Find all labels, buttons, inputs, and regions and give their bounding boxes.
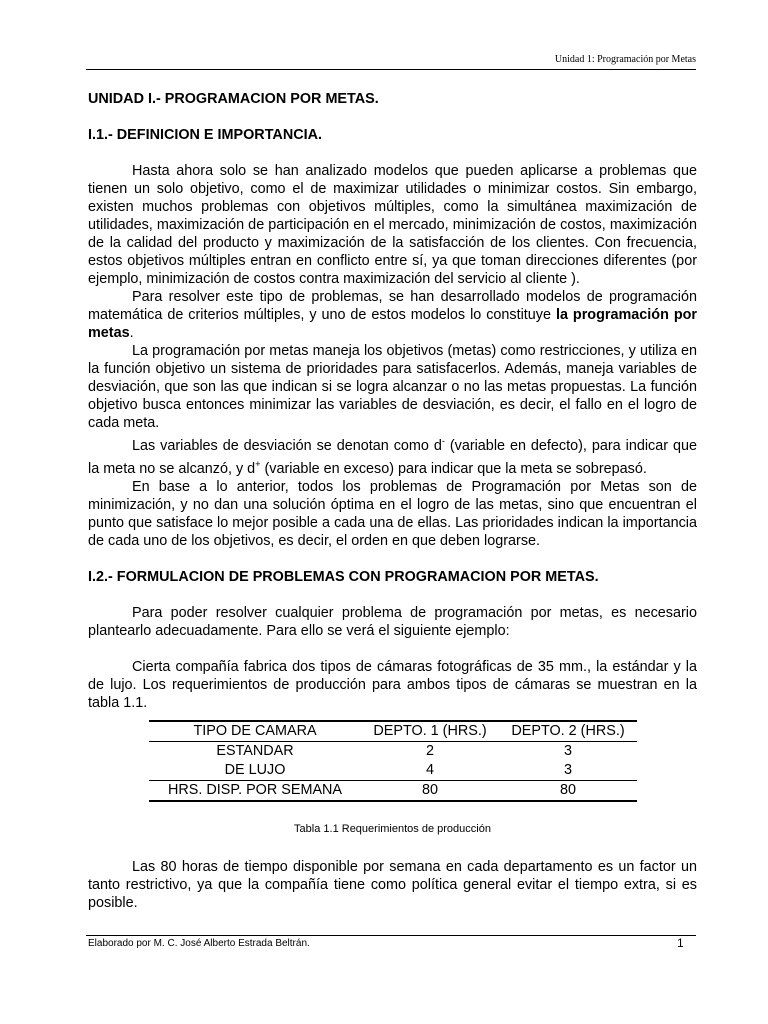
spacer bbox=[88, 550, 697, 568]
requirements-table-wrapper bbox=[149, 720, 637, 802]
table-caption: Tabla 1.1 Requerimientos de producción bbox=[294, 822, 491, 835]
section-2-title: I.2.- FORMULACION DE PROBLEMAS CON PROGRAMACION POR METAS. bbox=[88, 568, 599, 585]
table-row bbox=[149, 741, 637, 761]
paragraph-2-bold-term: la programación por metas bbox=[88, 307, 698, 341]
table-cell: 3 bbox=[563, 742, 572, 759]
table-header-cell: TIPO DE CAMARA bbox=[149, 721, 361, 742]
page-number: 1 bbox=[677, 936, 684, 950]
document-body bbox=[88, 90, 697, 912]
requirements-table bbox=[149, 720, 637, 802]
unit-title: UNIDAD I.- PROGRAMACION POR METAS. bbox=[88, 91, 379, 107]
superscript-minus: - bbox=[441, 436, 445, 446]
section-1-paragraph-4 bbox=[88, 432, 697, 478]
table-header-row bbox=[149, 721, 637, 742]
section-2-paragraph-3: Las 80 horas de tiempo disponible por semana en cada departamento es un factor un tanto restrictivo, ya que la compañía tiene como política general evitar el tiempo extra, si es posible. bbox=[88, 858, 697, 911]
paragraph-2-end: . bbox=[129, 325, 134, 341]
table-cell: DE LUJO bbox=[224, 761, 286, 778]
section-1-paragraph-3: La programación por metas maneja los objetivos (metas) como restricciones, y utiliza en la función objetivo un sistema de prioridades para satisfacerlos. Además, maneja variables de desviación, que son las que indican si se logra alcanzar o no las metas propuestas. La función objetivo busca entonces minimizar las variables de desviación, es decir, el fallo en el logro de cada meta. bbox=[88, 343, 697, 431]
table-cell: 80 bbox=[361, 780, 499, 801]
table-header-cell: DEPTO. 1 (HRS.) bbox=[361, 721, 499, 742]
table-row bbox=[149, 761, 637, 781]
section-2-paragraph-2: Cierta compañía fabrica dos tipos de cámaras fotográficas de 35 mm., la estándar y la de lujo. Los requerimientos de producción para ambos tipos de cámaras se muestran en la tabla 1.1. bbox=[88, 658, 697, 711]
footer-author: Elaborado por M. C. José Alberto Estrada Beltrán. bbox=[88, 938, 310, 949]
footer-rule bbox=[86, 935, 696, 936]
paragraph-4-part-b: (variable en defecto), para indicar que la meta no se alcanzó, y d bbox=[88, 437, 697, 477]
table-cell: HRS. DISP. POR SEMANA bbox=[149, 780, 361, 801]
table-cell: ESTANDAR bbox=[216, 742, 294, 759]
spacer bbox=[88, 640, 697, 658]
table-row bbox=[149, 780, 637, 801]
superscript-plus: + bbox=[255, 458, 261, 469]
table-cell: 3 bbox=[563, 761, 572, 778]
section-1-paragraph-2 bbox=[88, 288, 697, 342]
paragraph-2-text: Para resolver este tipo de problemas, se han desarrollado modelos de programación matemática de criterios múltiples, y uno de estos modelos lo constituye bbox=[88, 289, 697, 323]
paragraph-4-part-c: (variable en exceso) para indicar que la meta se sobrepasó. bbox=[260, 460, 647, 477]
section-1-paragraph-5: En base a lo anterior, todos los problemas de Programación por Metas son de minimización, y no dan una solución óptima en el logro de las metas, sino que encuentran el punto que satisface lo mejor posible a cada una de ellas. Las prioridades indican la importancia de cada uno de los objetivos, es decir, el orden en que deben lograrse. bbox=[88, 478, 697, 549]
table-header-cell: DEPTO. 2 (HRS.) bbox=[499, 721, 637, 742]
section-1-paragraph-1: Hasta ahora solo se han analizado modelos que pueden aplicarse a problemas que tienen un solo objetivo, como el de maximizar utilidades o minimizar costos. Sin embargo, existen muchos problemas con objetivos múltiples, como la simultánea maximización de utilidades, maximización de participación en el mercado, minimización de costos, maximización de la calidad del producto y maximización de la satisfacción de los clientes. Con frecuencia, estos objetivos múltiples entran en conflicto entre sí, ya que toman direcciones diferentes (por ejemplo, minimización de costos contra maximización del servicio al cliente ). bbox=[88, 163, 697, 287]
table-cell: 4 bbox=[426, 761, 435, 778]
paragraph-4-part-a: Las variables de desviación se denotan como d bbox=[132, 437, 442, 454]
header-text: Unidad 1: Programación por Metas bbox=[554, 54, 696, 65]
table-cell: 80 bbox=[499, 780, 637, 801]
section-1-title: I.1.- DEFINICION E IMPORTANCIA. bbox=[88, 127, 322, 143]
section-2-paragraph-1: Para poder resolver cualquier problema de programación por metas, es necesario plantearlo adecuadamente. Para ello se verá el siguiente ejemplo: bbox=[88, 604, 697, 639]
table-cell: 2 bbox=[426, 742, 435, 759]
header-rule bbox=[86, 69, 696, 70]
